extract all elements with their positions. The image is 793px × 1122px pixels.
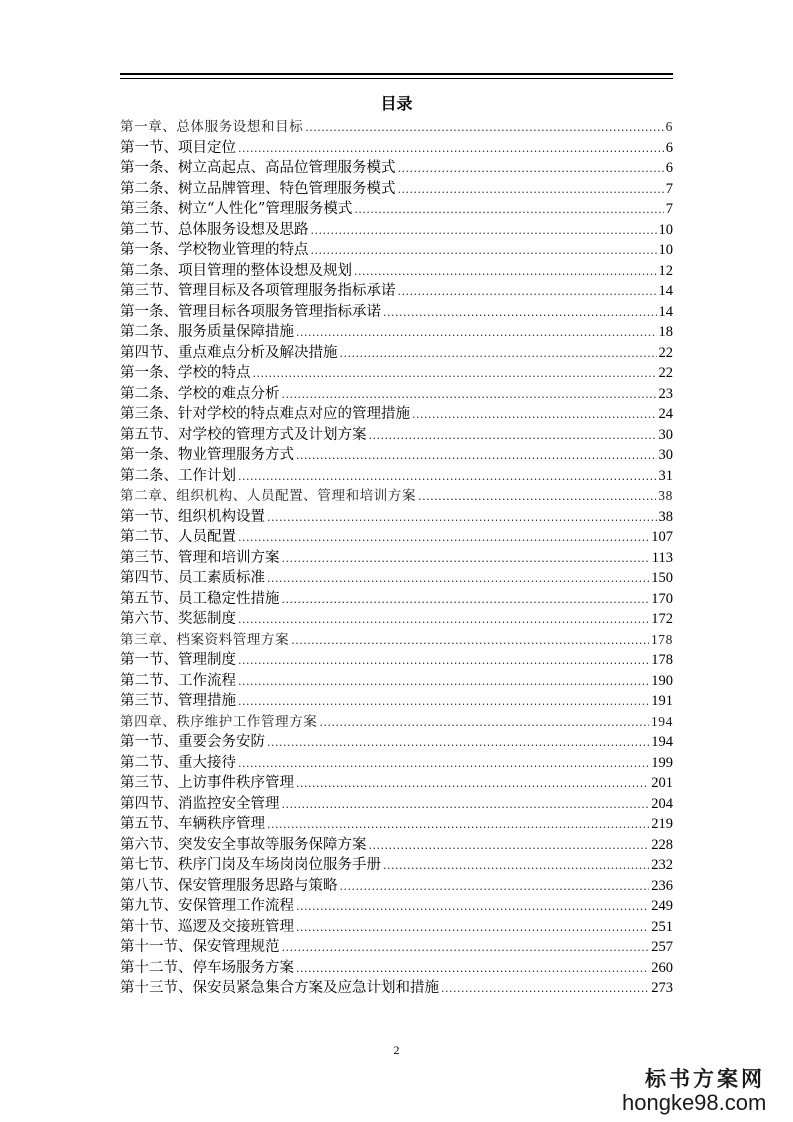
toc-entry[interactable] — [120, 876, 673, 897]
toc-entry-page: 236 — [651, 877, 673, 894]
toc-entry[interactable] — [120, 794, 673, 815]
toc-entry-page: 7 — [665, 201, 673, 217]
toc-entry-page: 194 — [651, 734, 673, 750]
toc-leader-dots — [282, 385, 657, 405]
toc-leader-dots — [354, 262, 657, 282]
toc-entry-label: 第二条、树立品牌管理、特色管理服务模式 — [120, 180, 396, 197]
toc-leader-dots — [282, 938, 650, 958]
toc-entry-page: 172 — [651, 611, 673, 627]
toc-entry-page: 22 — [658, 365, 673, 381]
toc-leader-dots — [267, 569, 649, 589]
toc-entry-page: 38 — [658, 488, 673, 503]
toc-entry-page: 31 — [658, 467, 673, 484]
toc-leader-dots — [418, 487, 656, 507]
toc-leader-dots — [296, 959, 649, 979]
toc-entry-page: 10 — [658, 242, 673, 258]
toc-leader-dots — [282, 590, 650, 610]
toc-entry-page: 251 — [651, 918, 673, 935]
toc-entry-label: 第一条、学校的特点 — [120, 365, 251, 381]
toc-leader-dots — [267, 733, 649, 753]
toc-leader-dots — [282, 549, 650, 569]
toc-entry[interactable] — [120, 548, 673, 569]
watermark-name: 标书方案网 — [645, 1067, 765, 1091]
toc-entry[interactable] — [120, 384, 673, 405]
toc-entry[interactable] — [120, 835, 673, 856]
header-rule-thick — [120, 73, 673, 75]
header-rule-thin — [120, 78, 673, 79]
toc-chapter-entry[interactable] — [120, 486, 673, 507]
toc-entry-label: 第三节、上访事件秩序管理 — [120, 775, 294, 791]
toc-entry-page: 273 — [651, 980, 673, 996]
toc-entry[interactable] — [120, 445, 673, 466]
toc-leader-dots — [267, 508, 657, 528]
toc-entry-label: 第五节、员工稳定性措施 — [120, 590, 280, 607]
toc-entry-page: 24 — [658, 406, 673, 422]
toc-entry-label: 第四节、消监控安全管理 — [120, 795, 280, 812]
toc-entry-label: 第四节、重点难点分析及解决措施 — [120, 344, 338, 361]
toc-leader-dots — [238, 692, 649, 712]
toc-leader-dots — [238, 672, 649, 692]
toc-entry-label: 第一节、组织机构设置 — [120, 508, 265, 525]
toc-leader-dots — [311, 221, 657, 241]
toc-leader-dots — [398, 282, 657, 302]
toc-entry[interactable] — [120, 158, 673, 179]
toc-leader-dots — [238, 467, 657, 487]
toc-entry-label: 第十三节、保安员紧急集合方案及应急计划和措施 — [120, 980, 439, 996]
toc-leader-dots — [441, 979, 649, 999]
toc-entry[interactable] — [120, 199, 673, 220]
toc-entry-page: 18 — [658, 324, 673, 340]
toc-entry-page: 6 — [665, 119, 673, 134]
toc-entry-page: 249 — [651, 898, 673, 914]
toc-leader-dots — [383, 856, 649, 876]
toc-leader-dots — [369, 836, 650, 856]
toc-entry-page: 6 — [665, 160, 673, 176]
toc-entry[interactable] — [120, 732, 673, 753]
toc-leader-dots — [238, 139, 664, 159]
toc-chapter-entry[interactable] — [120, 630, 673, 651]
toc-entry-label: 第三条、针对学校的特点难点对应的管理措施 — [120, 406, 410, 422]
toc-entry-label: 第九节、安保管理工作流程 — [120, 898, 294, 914]
toc-entry[interactable] — [120, 466, 673, 487]
toc-leader-dots — [296, 918, 649, 938]
toc-leader-dots — [267, 815, 649, 835]
toc-leader-dots — [369, 426, 657, 446]
toc-entry-page: 178 — [651, 652, 673, 668]
toc-entry[interactable] — [120, 937, 673, 958]
toc-entry-page: 38 — [658, 508, 673, 525]
toc-leader-dots — [398, 159, 664, 179]
toc-entry[interactable] — [120, 404, 673, 425]
toc-entry-page: 190 — [651, 672, 673, 689]
toc-entry-label: 第一条、学校物业管理的特点 — [120, 242, 309, 258]
toc-entry-page: 178 — [650, 631, 673, 647]
toc-leader-dots — [238, 754, 649, 774]
toc-entry[interactable] — [120, 650, 673, 671]
toc-entry-label: 第一条、管理目标各项服务管理指标承诺 — [120, 303, 381, 320]
toc-entry-label: 第五节、对学校的管理方式及计划方案 — [120, 426, 367, 443]
toc-entry-label: 第三条、树立“人性化”管理服务模式 — [120, 201, 353, 217]
toc-entry-page: 150 — [651, 570, 673, 586]
toc-entry-label: 第二节、人员配置 — [120, 529, 236, 545]
toc-entry-label: 第三节、管理目标及各项管理服务指标承诺 — [120, 283, 396, 299]
toc-entry-label: 第一章、总体服务设想和目标 — [120, 119, 304, 135]
toc-entry-label: 第三节、管理措施 — [120, 693, 236, 709]
toc-entry-label: 第三节、管理和培训方案 — [120, 549, 280, 566]
toc-entry[interactable] — [120, 568, 673, 589]
toc-entry-label: 第一条、树立高起点、高品位管理服务模式 — [120, 160, 396, 176]
toc-title: 目录 — [380, 94, 413, 113]
toc-entry-label: 第二条、学校的难点分析 — [120, 385, 280, 402]
toc-entry-label: 第五节、车辆秩序管理 — [120, 816, 265, 832]
toc-leader-dots — [311, 241, 657, 261]
toc-entry-page: 30 — [658, 447, 673, 463]
toc-entry-label: 第一节、重要会务安防 — [120, 734, 265, 750]
toc-leader-dots — [340, 344, 657, 364]
toc-leader-dots — [398, 180, 664, 200]
toc-leader-dots — [253, 364, 657, 384]
toc-entry-label: 第二节、重大接待 — [120, 754, 236, 771]
toc-entry-label: 第六节、奖惩制度 — [120, 611, 236, 627]
toc-entry-label: 第二条、服务质量保障措施 — [120, 324, 294, 340]
toc-entry[interactable] — [120, 855, 673, 876]
toc-entry-label: 第八节、保安管理服务思路与策略 — [120, 877, 338, 894]
watermark-url: hongke98.com — [622, 1090, 767, 1115]
toc-entry-page: 7 — [665, 180, 673, 197]
toc-entry-label: 第一条、物业管理服务方式 — [120, 447, 294, 463]
toc-leader-dots — [296, 446, 657, 466]
toc-entry-label: 第十一节、保安管理规范 — [120, 939, 280, 955]
toc-entry-label: 第十二节、停车场服务方案 — [120, 959, 294, 976]
toc-entry[interactable] — [120, 343, 673, 364]
toc-entry[interactable] — [120, 773, 673, 794]
toc-entry-page: 6 — [665, 139, 673, 156]
toc-entry[interactable] — [120, 609, 673, 630]
toc-entry[interactable] — [120, 220, 673, 241]
toc-entry[interactable] — [120, 917, 673, 938]
toc-entry-page: 22 — [658, 344, 673, 361]
toc-entry-label: 第二章、组织机构、人员配置、管理和培训方案 — [120, 488, 417, 504]
toc-entry[interactable] — [120, 425, 673, 446]
toc-entry[interactable] — [120, 691, 673, 712]
toc-leader-dots — [340, 877, 650, 897]
toc-entry-label: 第十节、巡逻及交接班管理 — [120, 918, 294, 935]
toc-entry[interactable] — [120, 302, 673, 323]
toc-entry-label: 第七节、秩序门岗及车场岗岗位服务手册 — [120, 857, 381, 873]
toc-entry-page: 14 — [658, 303, 673, 320]
toc-leader-dots — [291, 631, 649, 651]
toc-leader-dots — [296, 323, 657, 343]
toc-entry-label: 第一节、项目定位 — [120, 139, 236, 156]
toc-entry-label: 第四节、员工素质标准 — [120, 570, 265, 586]
toc-entry-page: 204 — [651, 795, 673, 812]
toc-leader-dots — [282, 795, 650, 815]
toc-entry-page: 194 — [650, 713, 673, 729]
toc-entry-page: 12 — [658, 262, 673, 279]
toc-entry-page: 170 — [651, 590, 673, 607]
toc-entry-page: 232 — [651, 857, 673, 873]
toc-entry[interactable] — [120, 814, 673, 835]
toc-entry-page: 107 — [651, 529, 673, 545]
toc-leader-dots — [354, 200, 663, 220]
toc-entry-page: 113 — [651, 549, 673, 566]
toc-leader-dots — [238, 610, 649, 630]
toc-entry[interactable] — [120, 261, 673, 282]
toc-leader-dots — [296, 897, 649, 917]
toc-entry[interactable] — [120, 589, 673, 610]
toc-entry-page: 23 — [658, 385, 673, 402]
toc-entry[interactable] — [120, 507, 673, 528]
toc-entry-page: 219 — [651, 816, 673, 832]
toc-leader-dots — [296, 774, 649, 794]
toc-chapter-entry[interactable] — [120, 712, 673, 733]
toc-entry[interactable] — [120, 179, 673, 200]
toc-entry-page: 257 — [651, 939, 673, 955]
toc-leader-dots — [238, 651, 649, 671]
page-number: 2 — [393, 1043, 400, 1057]
toc-entry-label: 第六节、突发安全事故等服务保障方案 — [120, 836, 367, 853]
toc-leader-dots — [319, 713, 649, 733]
toc-leader-dots — [305, 118, 663, 138]
toc-entry-page: 260 — [651, 959, 673, 976]
toc-entry[interactable] — [120, 322, 673, 343]
toc-entry-label: 第二节、工作流程 — [120, 672, 236, 689]
toc-entry-page: 199 — [651, 754, 673, 771]
toc-entry[interactable] — [120, 896, 673, 917]
toc-entry-label: 第三章、档案资料管理方案 — [120, 631, 290, 648]
toc-entry-label: 第二条、工作计划 — [120, 467, 236, 484]
toc-entry-label: 第二条、项目管理的整体设想及规划 — [120, 262, 352, 279]
toc-entry[interactable] — [120, 281, 673, 302]
toc-entry[interactable] — [120, 363, 673, 384]
toc-leader-dots — [238, 528, 649, 548]
toc-entry-page: 14 — [658, 283, 673, 299]
toc-entry-label: 第四章、秩序维护工作管理方案 — [120, 713, 318, 730]
toc-entry[interactable] — [120, 138, 673, 159]
toc-entry[interactable] — [120, 978, 673, 999]
toc-entry-label: 第二节、总体服务设想及思路 — [120, 221, 309, 238]
table-of-contents — [120, 117, 673, 999]
toc-entry-page: 10 — [658, 221, 673, 238]
toc-leader-dots — [412, 405, 657, 425]
toc-entry-page: 201 — [651, 775, 673, 791]
toc-entry[interactable] — [120, 958, 673, 979]
toc-entry[interactable] — [120, 671, 673, 692]
toc-entry-page: 30 — [658, 426, 673, 443]
toc-entry-page: 191 — [651, 693, 673, 709]
toc-entry-page: 228 — [651, 836, 673, 853]
toc-leader-dots — [383, 303, 657, 323]
toc-entry-label: 第一节、管理制度 — [120, 652, 236, 668]
toc-entry[interactable] — [120, 240, 673, 261]
toc-entry[interactable] — [120, 527, 673, 548]
toc-entry[interactable] — [120, 753, 673, 774]
toc-chapter-entry[interactable] — [120, 117, 673, 138]
